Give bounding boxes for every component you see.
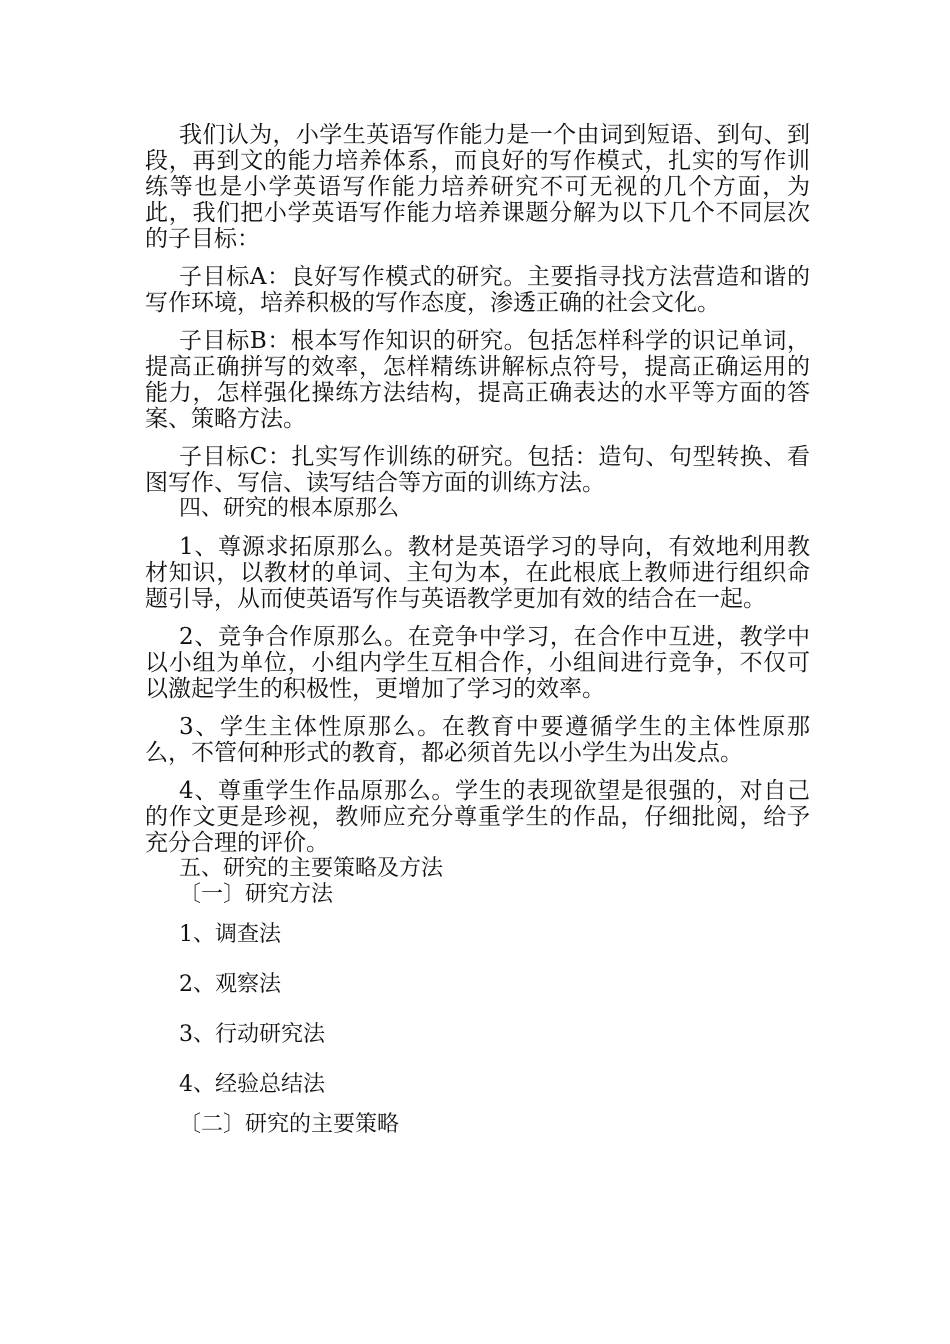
research-methods-subheading: 〔一〕研究方法 — [179, 882, 334, 907]
principle-item: 2、竞争合作原那么。在竞争中学习，在合作中互进，教学中以小组为单位，小组内学生互相合作，小组间进行竞争，不仅可以激起学生的积极性，更增加了学习的效率。 — [145, 624, 810, 702]
document-page — [145, 122, 810, 1138]
section-4-heading: 四、研究的根本原那么 — [179, 496, 400, 521]
method-item: 3、行动研究法 — [179, 1022, 325, 1047]
method-item: 2、观察法 — [179, 972, 281, 997]
goal-a-paragraph: 子目标A：良好写作模式的研究。主要指寻找方法营造和谐的写作环境，培养积极的写作态度，渗透正确的社会文化。 — [145, 264, 810, 316]
principle-item: 4、尊重学生作品原那么。学生的表现欲望是很强的，对自己的作文更是珍视，教师应充分尊重学生的作品，仔细批阅，给予充分合理的评价。 — [145, 778, 810, 856]
principle-item: 1、尊源求拓原那么。教材是英语学习的导向，有效地利用教材知识，以教材的单词、主句为本，在此根底上教师进行组织命题引导，从而使英语写作与英语教学更加有效的结合在一起。 — [145, 534, 810, 612]
method-item: 1、调查法 — [179, 922, 281, 947]
strategies-subheading: 〔二〕研究的主要策略 — [179, 1112, 400, 1137]
goal-c-paragraph: 子目标C：扎实写作训练的研究。包括：造句、句型转换、看图写作、写信、读写结合等方面的训练方法。 — [145, 444, 810, 496]
intro-paragraph: 我们认为，小学生英语写作能力是一个由词到短语、到句、到段，再到文的能力培养体系，而良好的写作模式，扎实的写作训练等也是小学英语写作能力培养研究不可无视的几个方面，为此，我们把小学英语写作能力培养课题分解为以下几个不同层次的子目标： — [145, 122, 810, 252]
principle-item: 3、学生主体性原那么。在教育中要遵循学生的主体性原那么，不管何种形式的教育，都必须首先以小学生为出发点。 — [145, 714, 810, 766]
method-item: 4、经验总结法 — [179, 1072, 325, 1097]
goal-b-paragraph: 子目标B：根本写作知识的研究。包括怎样科学的识记单词，提高正确拼写的效率，怎样精练讲解标点符号，提高正确运用的能力，怎样强化操练方法结构，提高正确表达的水平等方面的答案、策略方法。 — [145, 328, 810, 432]
section-5-heading: 五、研究的主要策略及方法 — [179, 856, 444, 881]
